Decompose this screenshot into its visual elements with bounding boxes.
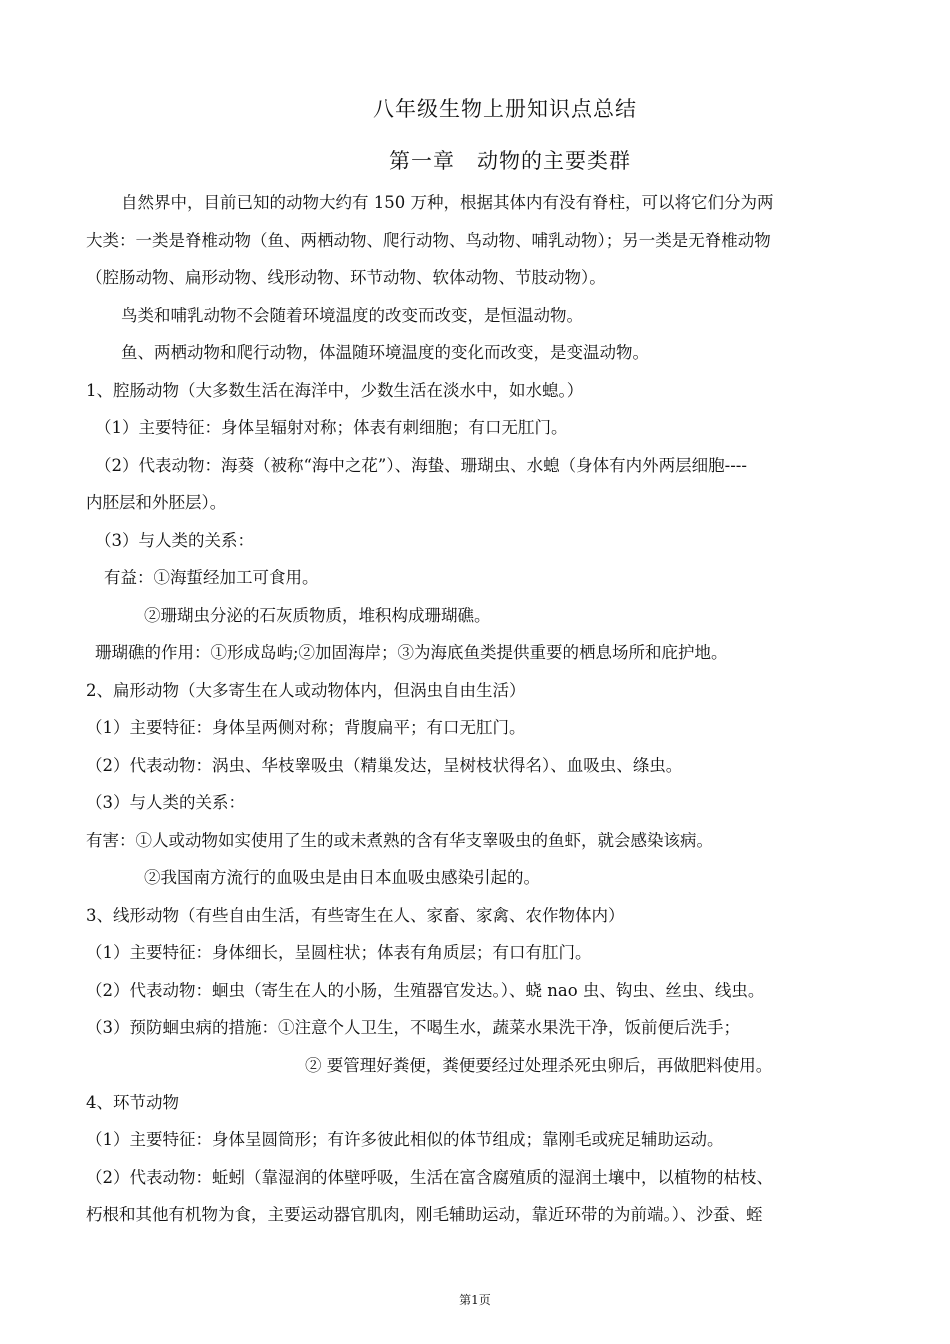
list-item: 有害：①人或动物如实使用了生的或未煮熟的含有华支睾吸虫的鱼虾，就会感染该病。 <box>86 831 713 850</box>
section-heading: 3、线形动物（有些自由生活，有些寄生在人、家畜、家禽、农作物体内） <box>86 906 625 925</box>
list-item: （2）代表动物：蛔虫（寄生在人的小肠，生殖器官发达。）、蛲 nao 虫、钩虫、丝虫、线虫。 <box>86 981 765 1000</box>
list-item: （1）主要特征：身体呈辐射对称；体表有刺细胞；有口无肛门。 <box>95 418 568 437</box>
paragraph-line: （腔肠动物、扁形动物、线形动物、环节动物、软体动物、节肢动物）。 <box>86 268 606 287</box>
list-item: ②我国南方流行的血吸虫是由日本血吸虫感染引起的。 <box>144 868 540 887</box>
section-heading: 2、扁形动物（大多寄生在人或动物体内，但涡虫自由生活） <box>86 681 526 700</box>
document-title: 八年级生物上册知识点总结 <box>373 97 637 121</box>
section-heading: 1、腔肠动物（大多数生活在海洋中，少数生活在淡水中，如水螅。） <box>86 381 584 400</box>
page-number: 第1页 <box>459 1293 491 1307</box>
paragraph-line: 自然界中，目前已知的动物大约有 150 万种，根据其体内有没有脊柱，可以将它们分为两 <box>121 193 774 212</box>
list-item: ②珊瑚虫分泌的石灰质物质，堆积构成珊瑚礁。 <box>144 606 491 625</box>
chapter-heading: 第一章 动物的主要类群 <box>389 149 631 173</box>
paragraph-line: 大类：一类是脊椎动物（鱼、两栖动物、爬行动物、鸟动物、哺乳动物）；另一类是无脊椎动物 <box>86 231 771 250</box>
paragraph-line: 鱼、两栖动物和爬行动物，体温随环境温度的变化而改变，是变温动物。 <box>121 343 649 362</box>
list-item: （1）主要特征：身体细长，呈圆柱状；体表有角质层；有口有肛门。 <box>86 943 592 962</box>
list-item-continued: 朽根和其他有机物为食，主要运动器官肌肉，刚毛辅助运动，靠近环带的为前端。）、沙蚕、蛭 <box>86 1205 763 1224</box>
list-item-continued: 内胚层和外胚层）。 <box>86 493 227 512</box>
list-item: （3）预防蛔虫病的措施：①注意个人卫生，不喝生水，蔬菜水果洗干净，饭前便后洗手； <box>86 1018 740 1037</box>
list-item: （3）与人类的关系： <box>95 531 254 550</box>
list-item: 有益：①海蜇经加工可食用。 <box>104 568 319 587</box>
list-item: （2）代表动物：海葵（被称“海中之花”）、海蛰、珊瑚虫、水螅（身体有内外两层细胞---- <box>95 456 747 475</box>
list-item: （1）主要特征：身体呈圆筒形；有许多彼此相似的体节组成；靠刚毛或疣足辅助运动。 <box>86 1130 724 1149</box>
list-item: （2）代表动物：涡虫、华枝睾吸虫（精巢发达，呈树枝状得名）、血吸虫、绦虫。 <box>86 756 683 775</box>
list-item: （1）主要特征：身体呈两侧对称；背腹扁平；有口无肛门。 <box>86 718 526 737</box>
list-item: ② 要管理好粪便，粪便要经过处理杀死虫卵后，再做肥料使用。 <box>305 1056 773 1075</box>
paragraph-line: 鸟类和哺乳动物不会随着环境温度的改变而改变，是恒温动物。 <box>121 306 583 325</box>
list-item: （2）代表动物：蚯蚓（靠湿润的体壁呼吸，生活在富含腐殖质的湿润土壤中，以植物的枯枝、 <box>86 1168 773 1187</box>
section-heading: 4、环节动物 <box>86 1093 179 1112</box>
list-item: （3）与人类的关系： <box>86 793 245 812</box>
list-item: 珊瑚礁的作用：①形成岛屿;②加固海岸；③为海底鱼类提供重要的栖息场所和庇护地。 <box>95 643 728 662</box>
